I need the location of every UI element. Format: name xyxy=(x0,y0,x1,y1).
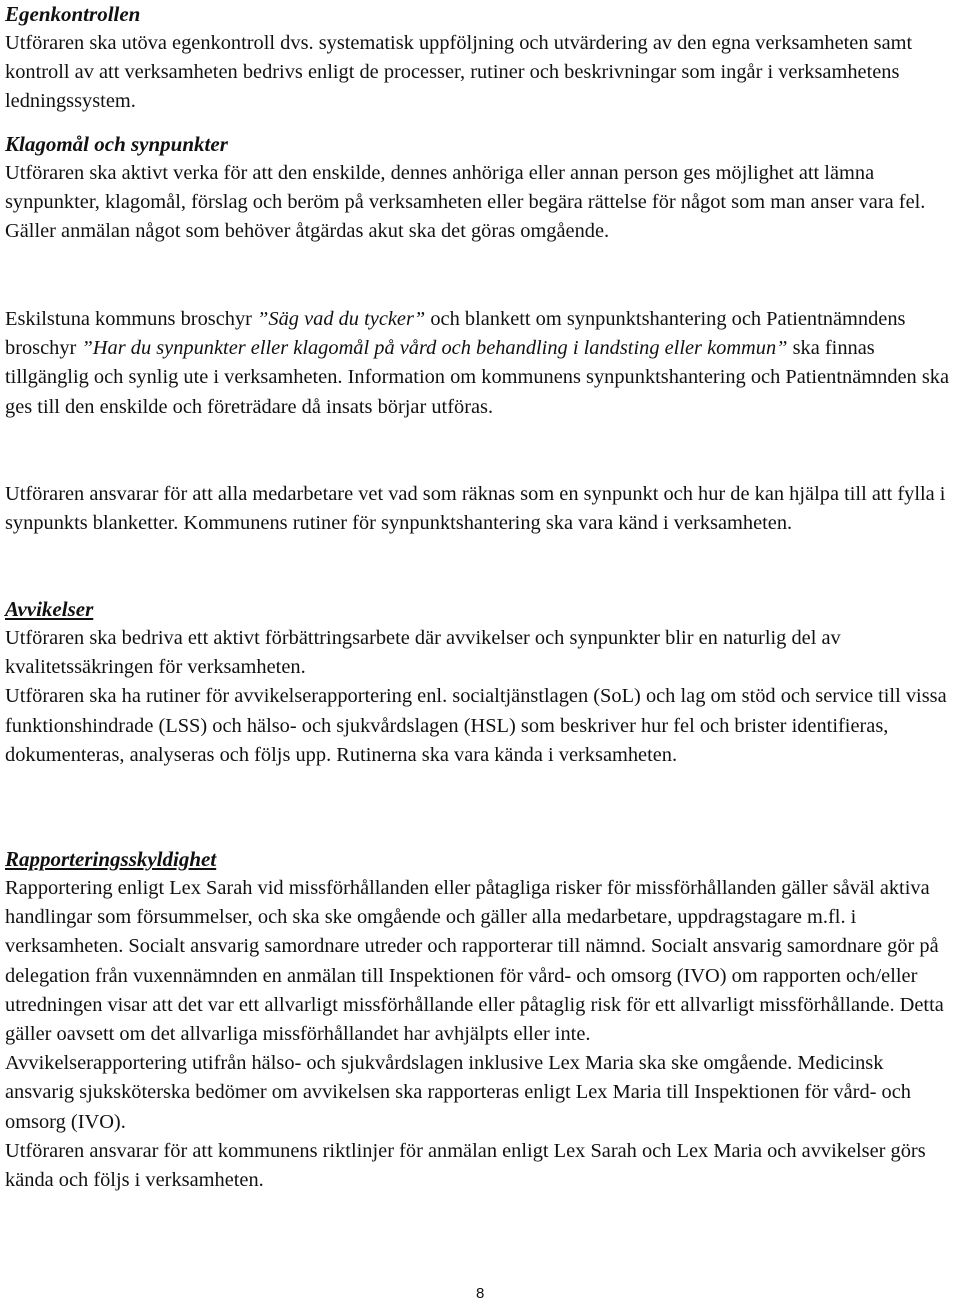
text-segment: ska finnas tillgänglig och synlig ute i verksamheten. Information om kommunens synpunktshantering och Patientnämnden ska ges till den enskilde och företrädare då insats börjar utföras. xyxy=(5,337,950,418)
paragraph-rapportering-3: Utföraren ansvarar för att kommunens riktlinjer för anmälan enligt Lex Sarah och Lex Maria och avvikelser görs kända och följs i verksamheten. xyxy=(5,1139,926,1192)
text-segment: Eskilstuna kommuns broschyr xyxy=(5,308,258,330)
paragraph-klagomal-3: Utföraren ansvarar för att alla medarbetare vet vad som räknas som en synpunkt och hur de kan hjälpa till att fylla i synpunkts blanketter. Kommunens rutiner för synpunktshantering ska vara känd i verksamheten. xyxy=(5,483,946,535)
paragraph-egenkontroll: Utföraren ska utöva egenkontroll dvs. systematisk uppföljning och utvärdering av den egna verksamheten samt kontroll av att verksamheten bedrivs enligt de processer, rutiner och beskrivningar som ingår i verksamhetens ledningssystem. xyxy=(5,32,913,113)
heading-avvikelser: Avvikelser xyxy=(5,597,94,621)
section-broschyr xyxy=(5,305,957,422)
text-segment: och blankett om synpunktshantering och Patientnämndens broschyr xyxy=(5,308,906,360)
section-avvikelser xyxy=(5,595,957,770)
brochure-title-har-du-synpunkter: ”Har du synpunkter eller klagomål på vård och behandling i landsting eller kommun” xyxy=(81,337,788,360)
page-number: 8 xyxy=(476,1285,485,1302)
heading-klagomal: Klagomål och synpunkter xyxy=(5,132,228,156)
section-egenkontroll xyxy=(5,0,957,117)
paragraph-avvikelser-1: Utföraren ska bedriva ett aktivt förbättringsarbete där avvikelser och synpunkter blir en naturlig del av kvalitetssäkringen för verksamheten. xyxy=(5,627,841,679)
paragraph-avvikelser-2: Utföraren ska ha rutiner för avvikelserapportering enl. socialtjänstlagen (SoL) och lag om stöd och service till vissa funktionshindrade (LSS) och hälso- och sjukvårdslagen (HSL) som beskriver hur fel och brister identifieras, dokumenteras, analyseras och följs upp. Rutinerna ska vara kända i verksamheten. xyxy=(5,685,947,766)
section-medarbetare xyxy=(5,480,957,538)
heading-rapporteringsskyldighet: Rapporteringsskyldighet xyxy=(5,847,217,871)
brochure-title-sag-vad-du-tycker: ”Säg vad du tycker” xyxy=(257,308,426,330)
heading-egenkontrollen: Egenkontrollen xyxy=(5,2,141,26)
paragraph-klagomal-2 xyxy=(5,305,957,422)
paragraph-rapportering-1: Rapportering enligt Lex Sarah vid missförhållanden eller påtagliga risker för missförhållanden gäller såväl aktiva handlingar som försummelser, och ska ske omgående och gäller alla medarbetare, uppdragstagare m.fl. i verksamheten. Socialt ansvarig samordnare utreder och rapporterar till nämnd. Socialt ansvarig samordnare gör på delegation från vuxennämnden en anmälan till Inspektionen för vård- och omsorg (IVO) om rapporten och/eller utredningen visar att det var ett allvarligt missförhållande eller påtaglig risk för ett allvarligt missförhållande. Detta gäller oavsett om det allvarliga missförhållandet har avhjälpts eller inte. xyxy=(5,877,944,1046)
section-rapportering xyxy=(5,845,957,1195)
paragraph-rapportering-2: Avvikelserapportering utifrån hälso- och sjukvårdslagen inklusive Lex Maria ska ske omgående. Medicinsk ansvarig sjuksköterska bedömer om avvikelsen ska rapporteras enligt Lex Maria till Inspektionen för vård- och omsorg (IVO). xyxy=(5,1052,911,1133)
paragraph-klagomal-1: Utföraren ska aktivt verka för att den enskilde, dennes anhöriga eller annan person ges möjlighet att lämna synpunkter, klagomål, förslag och beröm på verksamheten eller begära rättelse för något som man anser vara fel. Gäller anmälan något som behöver åtgärdas akut ska det göras omgående. xyxy=(5,162,926,243)
section-klagomal xyxy=(5,130,957,247)
